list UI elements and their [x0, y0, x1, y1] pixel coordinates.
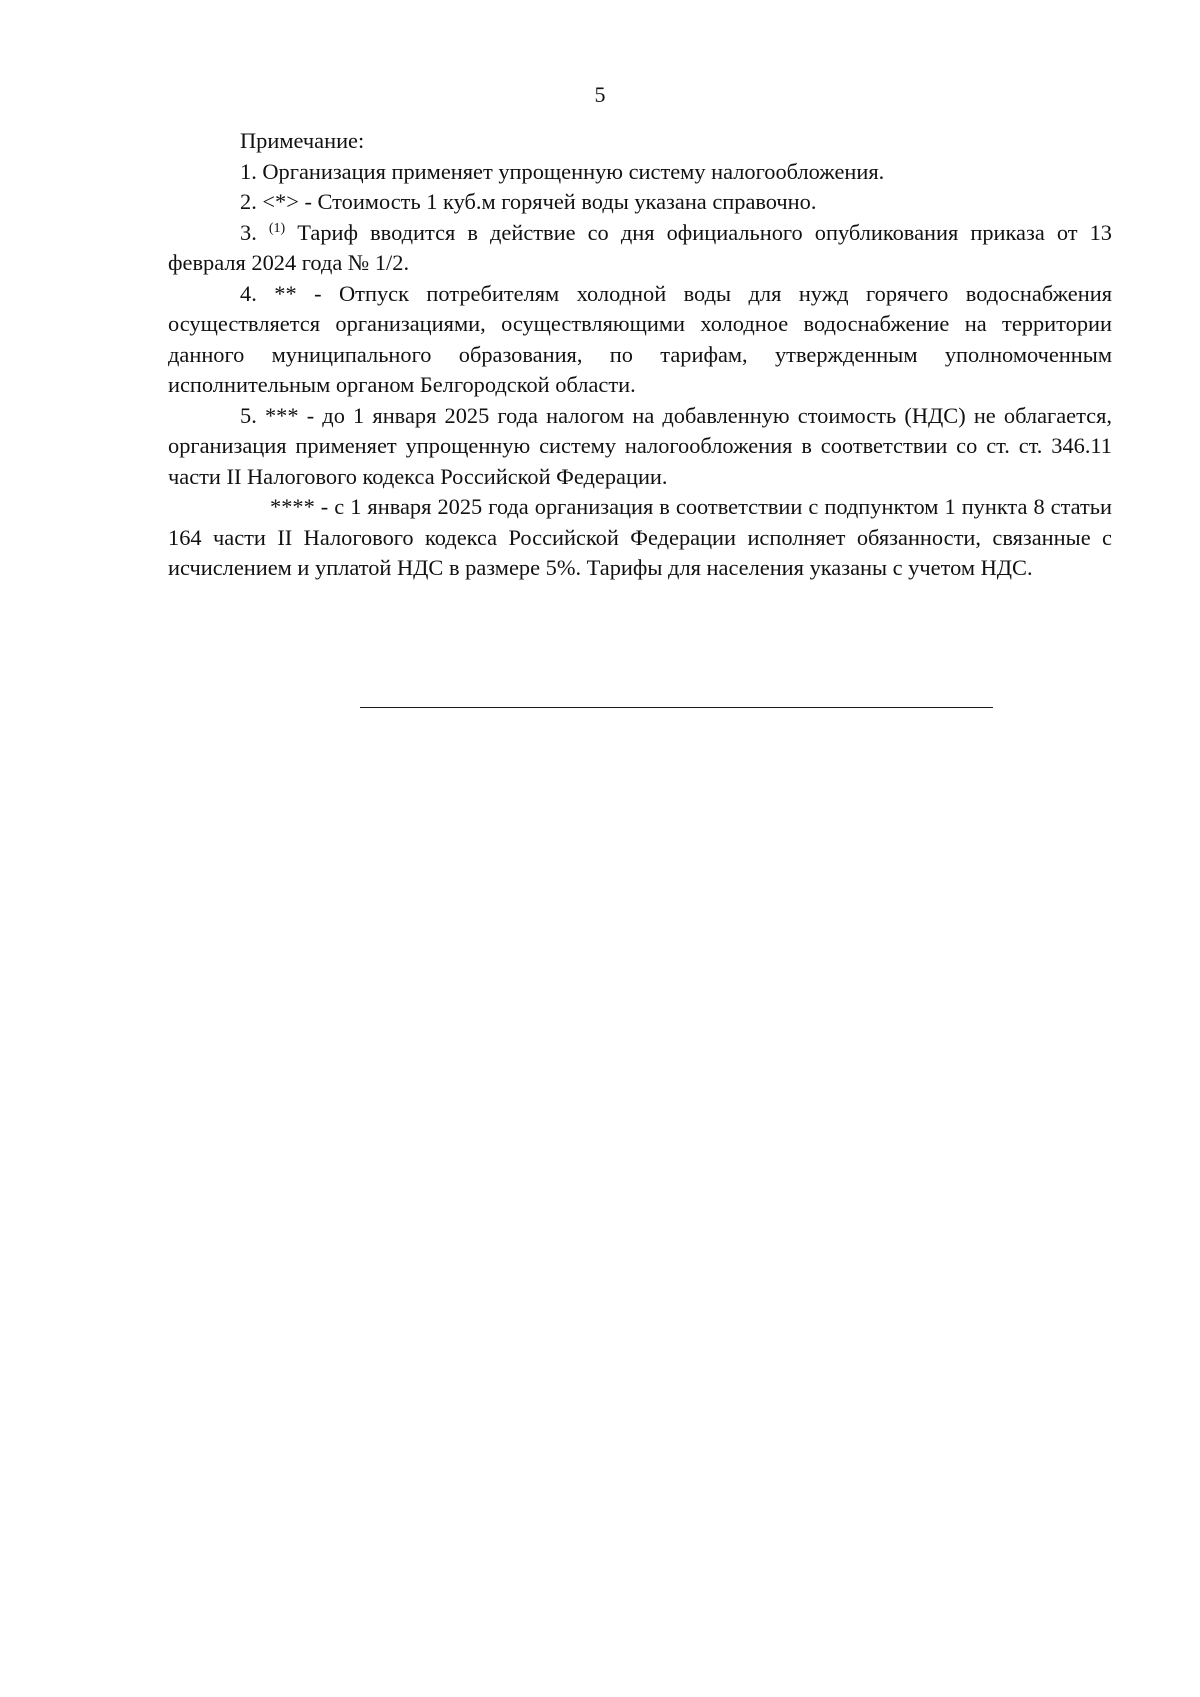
- note-item-3-prefix: 3.: [240, 219, 269, 245]
- note-item-1: 1. Организация применяет упрощенную систему налогообложения.: [240, 158, 885, 184]
- notes-heading: Примечание:: [240, 128, 365, 153]
- note-item-6: **** - с 1 января 2025 года организация в соответствии с подпунктом 1 пункта 8 статьи 164 части II Налогового кодекса Российской Федерации исполняет обязанности, связанные с исчислением и уплатой НДС в размере 5%. Тарифы для населения указаны с учетом НДС.: [168, 494, 1112, 580]
- note-item-3: [168, 218, 1112, 279]
- end-divider-line: [360, 707, 993, 708]
- page-number: 5: [594, 82, 606, 107]
- note-item-2: 2. <*> - Стоимость 1 куб.м горячей воды указана справочно.: [240, 189, 817, 214]
- note-item-4: 4. ** - Отпуск потребителям холодной воды для нужд горячего водоснабжения осуществляется организациями, осуществляющими холодное водоснабжение на территории данного муниципального образования, по тарифам, утвержденным уполномоченным исполнительным органом Белгородской области.: [168, 280, 1112, 397]
- note-item-3-text: Тариф вводится в действие со дня официального опубликования приказа от 13 февраля 2024 года № 1/2.: [168, 219, 1113, 275]
- note-item-5: 5. *** - до 1 января 2025 года налогом на добавленную стоимость (НДС) не облагается, организация применяет упрощенную систему налогообложения в соответствии со ст. ст. 346.11 части II Налогового кодекса Российской Федерации.: [168, 402, 1112, 489]
- notes-section: [168, 126, 1112, 584]
- footnote-mark: (1): [268, 220, 286, 236]
